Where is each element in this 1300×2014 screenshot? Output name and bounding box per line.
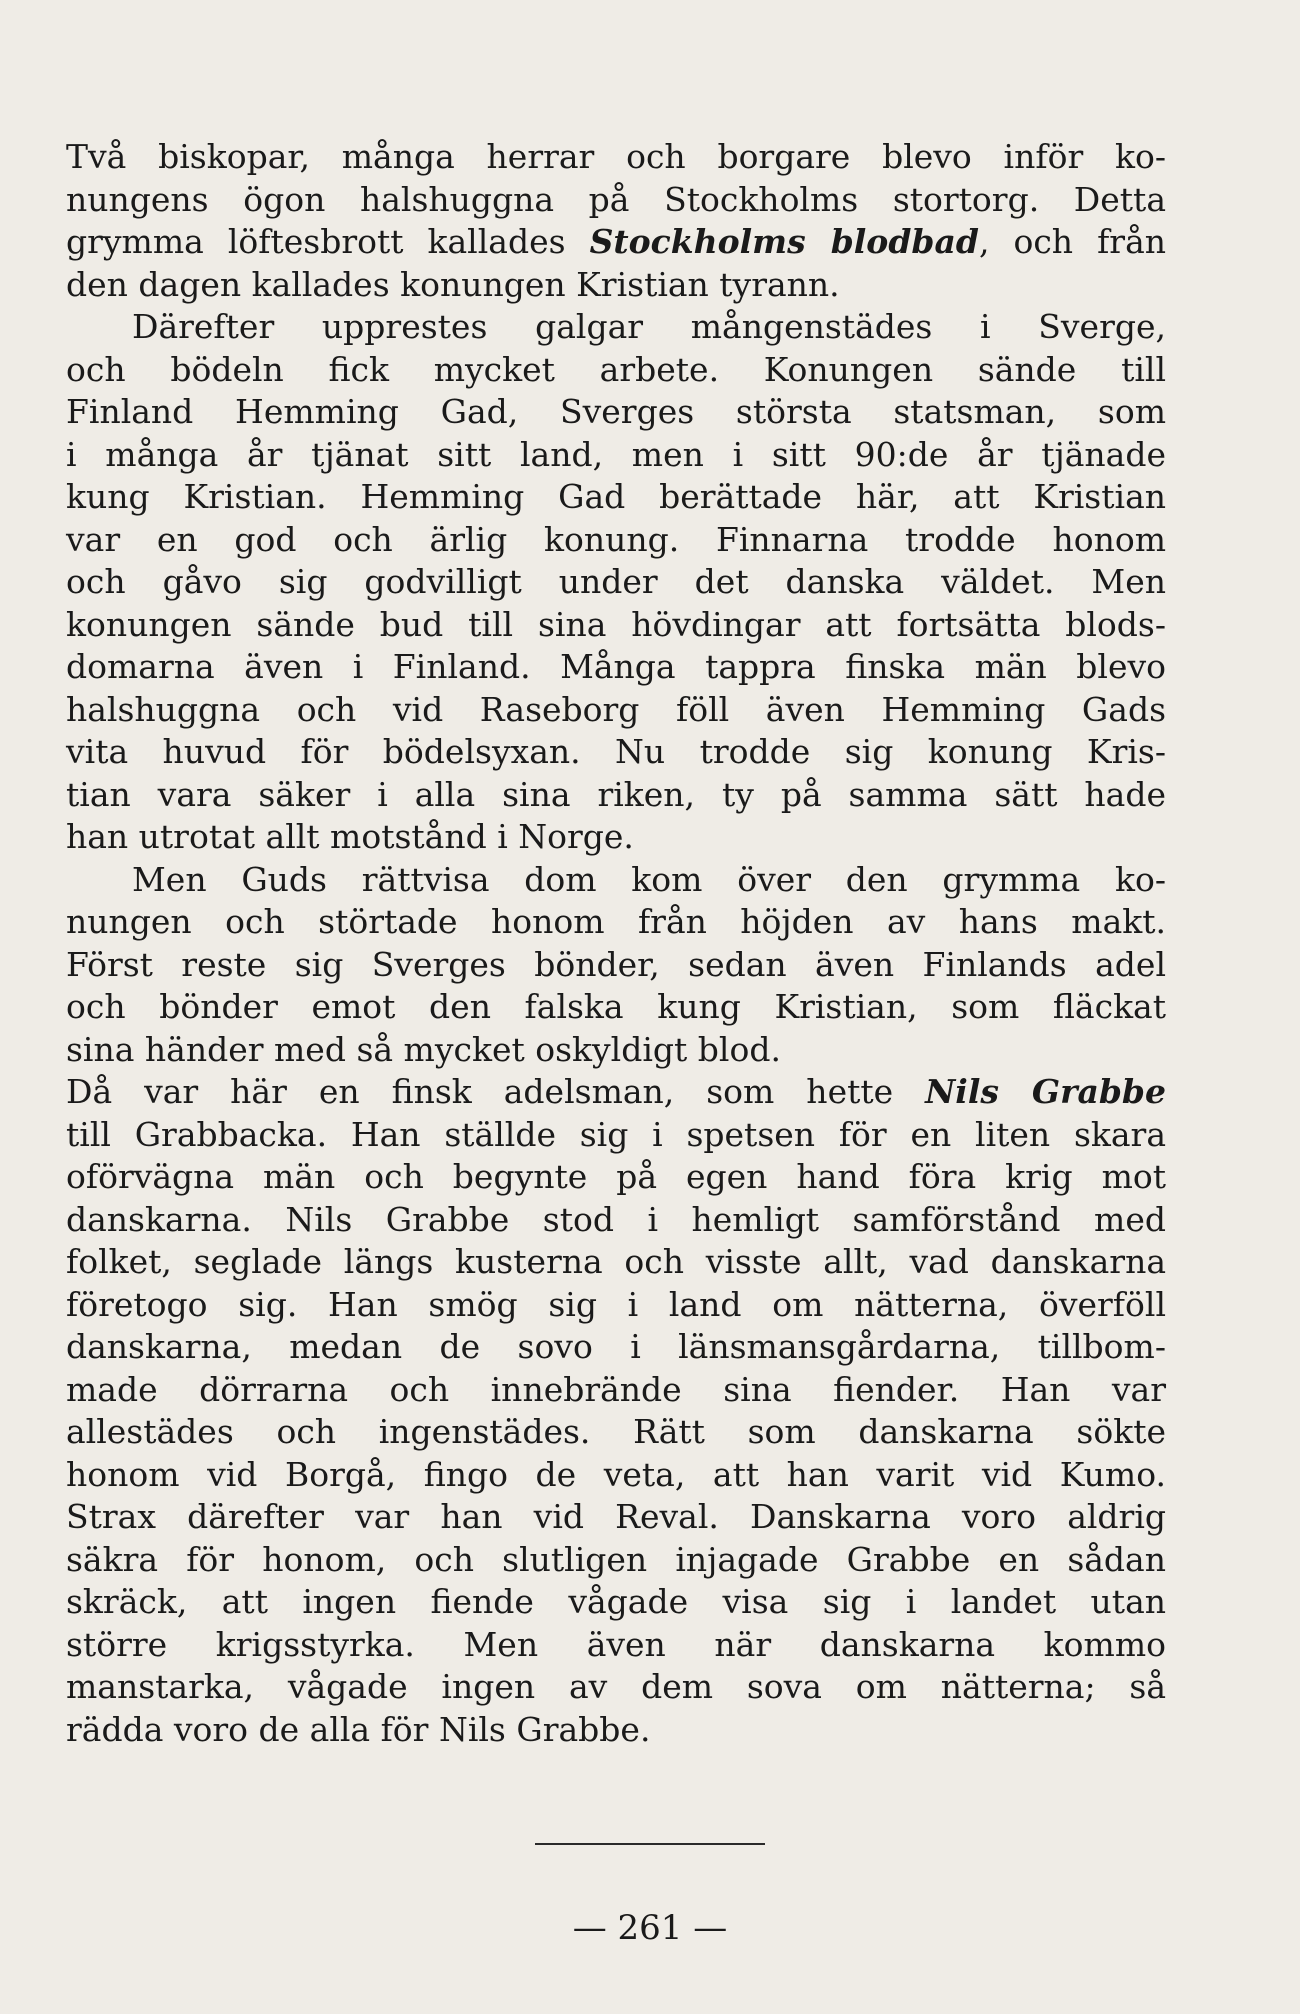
- paragraph: [66, 136, 1166, 306]
- text-line: den dagen kallades konungen Kristian tyrann.: [66, 264, 840, 304]
- text-line: Först reste sig Sverges bönder, sedan även Finlands adel: [66, 944, 1166, 984]
- text-line: honom vid Borgå, fingo de veta, att han varit vid Kumo.: [66, 1454, 1166, 1494]
- text-line: rädda voro de alla för Nils Grabbe.: [66, 1709, 651, 1749]
- text-line: grymma löftesbrott kallades Stockholms blodbad, och från: [66, 222, 1167, 261]
- text-line: nungen och störtade honom från höjden av hans makt.: [66, 902, 1166, 941]
- text-line: domarna även i Finland. Många tappra finska män blevo: [66, 647, 1166, 686]
- paragraph: [66, 306, 1166, 859]
- text-line: kung Kristian. Hemming Gad berättade här, att Kristian: [66, 477, 1166, 516]
- text-line: nungens ögon halshuggna på Stockholms stortorg. Detta: [66, 179, 1166, 219]
- text-line: skräck, att ingen fiende vågade visa sig i landet utan: [66, 1582, 1166, 1621]
- text-line: säkra för honom, och slutligen injagade Grabbe en sådan: [66, 1539, 1166, 1579]
- text-line: Strax därefter var han vid Reval. Danskarna voro aldrig: [66, 1497, 1166, 1536]
- text-line: större krigsstyrka. Men även när danskarna kommo: [66, 1624, 1166, 1664]
- text-line: danskarna, medan de sovo i länsmansgårdarna, tillbom-: [66, 1327, 1166, 1366]
- text-line: vita huvud för bödelsyxan. Nu trodde sig konung Kris-: [66, 732, 1166, 771]
- text-line: danskarna. Nils Grabbe stod i hemligt samförstånd med: [66, 1199, 1166, 1239]
- text-line: made dörrarna och innebrände sina fiender. Han var: [66, 1369, 1166, 1409]
- emphasized-text: Nils Grabbe: [925, 1072, 1167, 1111]
- text-line: och bönder emot den falska kung Kristian, som fläckat: [66, 987, 1166, 1026]
- text-line: i många år tjänat sitt land, men i sitt 90:de år tjänade: [66, 434, 1166, 474]
- text-line: och bödeln fick mycket arbete. Konungen sände till: [66, 349, 1166, 389]
- text-line: allestädes och ingenstädes. Rätt som danskarna sökte: [66, 1412, 1166, 1451]
- text-line: och gåvo sig godvilligt under det danska väldet. Men: [66, 562, 1166, 601]
- text-line: han utrotat allt motstånd i Norge.: [66, 817, 634, 856]
- text-line: Två biskopar, många herrar och borgare blevo inför ko-: [66, 137, 1166, 176]
- text-line: var en god och ärlig konung. Finnarna trodde honom: [66, 519, 1166, 559]
- text-line: sina händer med så mycket oskyldigt blod.: [66, 1029, 781, 1069]
- text-line: folket, seglade längs kusterna och visste allt, vad danskarna: [66, 1242, 1166, 1281]
- text-line: halshuggna och vid Raseborg föll även Hemming Gads: [66, 689, 1166, 729]
- text-line: Därefter upprestes galgar mångenstädes i Sverge,: [132, 307, 1166, 346]
- text-line: tian vara säker i alla sina riken, ty på samma sätt hade: [66, 774, 1166, 814]
- footer-rule: [535, 1843, 765, 1845]
- text-line: till Grabbacka. Han ställde sig i spetsen för en liten skara: [66, 1114, 1166, 1154]
- emphasized-text: Stockholms blodbad: [589, 222, 979, 261]
- body-text: [66, 136, 1166, 1751]
- paragraph: [66, 859, 1166, 1072]
- paragraph: [66, 1071, 1166, 1751]
- text-line: konungen sände bud till sina hövdingar att fortsätta blods-: [66, 604, 1166, 644]
- page-number: — 261 —: [572, 1908, 728, 1948]
- text-line: Men Guds rättvisa dom kom över den grymma ko-: [132, 859, 1166, 899]
- text-line: Då var här en finsk adelsman, som hette Nils Grabbe: [66, 1072, 1167, 1111]
- text-line: företogo sig. Han smög sig i land om nätterna, överföll: [66, 1284, 1166, 1324]
- text-line: Finland Hemming Gad, Sverges största statsman, som: [66, 392, 1166, 431]
- text-line: manstarka, vågade ingen av dem sova om nätterna; så: [66, 1667, 1166, 1706]
- text-line: oförvägna män och begynte på egen hand föra krig mot: [66, 1157, 1166, 1196]
